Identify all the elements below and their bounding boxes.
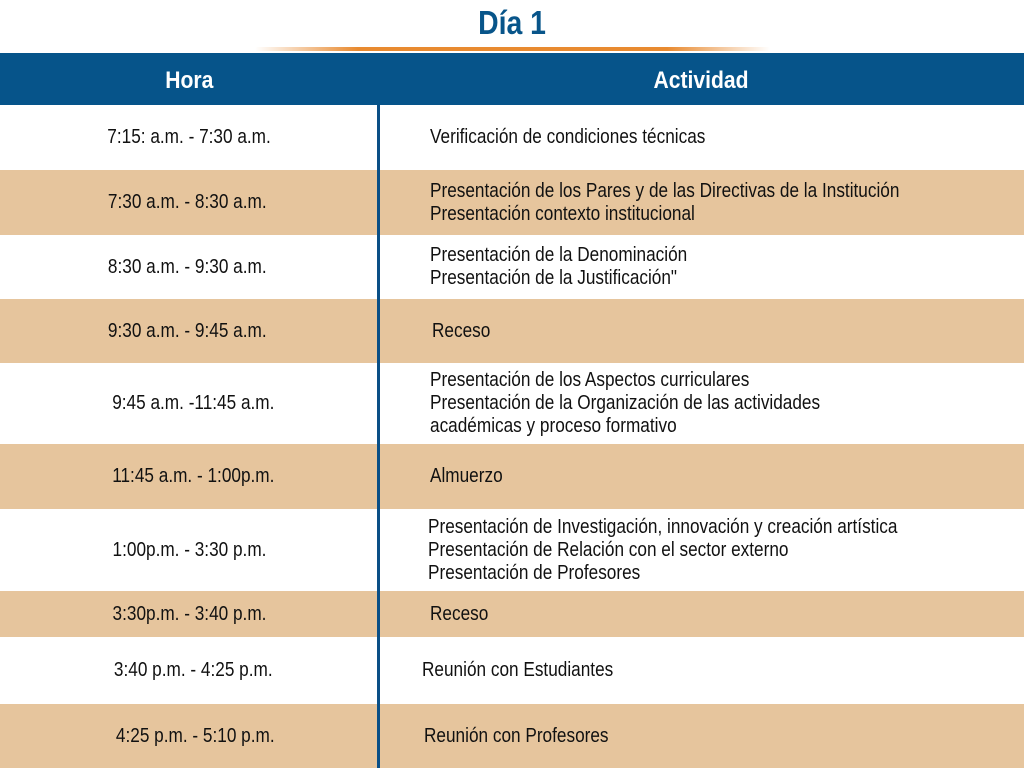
row-actividad-line: Presentación de Profesores [428,561,641,584]
row-actividad-line: Presentación contexto institucional [430,202,695,225]
row-hora-text: 1:00p.m. - 3:30 p.m. [112,538,266,561]
row-hora [0,170,376,235]
row-hora [0,509,378,591]
column-header-actividad-label: Actividad [653,67,749,94]
row-actividad [430,363,1024,444]
row-actividad [430,444,1024,509]
table-row [0,170,1024,235]
row-hora-text: 11:45 a.m. - 1:00p.m. [111,465,275,487]
row-actividad-line: Presentación de Relación con el sector externo [428,538,789,561]
page-title: Día 1 [478,4,546,41]
table-row [0,363,1024,444]
row-hora [6,704,384,768]
table-row [0,509,1024,591]
row-actividad-line: Reunión con Profesores [424,724,609,747]
row-hora [0,591,378,637]
row-hora [0,105,378,170]
row-actividad-line: Almuerzo [430,465,503,487]
row-hora [4,363,382,444]
row-hora-text: 3:30p.m. - 3:40 p.m. [112,602,266,625]
row-hora-text: 7:30 a.m. - 8:30 a.m. [107,191,267,213]
row-hora-text: 9:30 a.m. - 9:45 a.m. [107,319,267,342]
row-actividad-line: Presentación de la Organización de las actividades [430,392,821,414]
row-hora-text: 8:30 a.m. - 9:30 a.m. [107,255,267,278]
table-row [0,105,1024,170]
title-underline [255,47,770,51]
table-row [0,235,1024,299]
row-actividad [430,235,1024,299]
row-actividad [422,637,1024,704]
row-actividad-line: Presentación de la Denominación [430,244,688,266]
table-row [0,591,1024,637]
row-actividad [430,105,1024,170]
table-row [0,444,1024,509]
row-actividad-line: Receso [430,602,489,625]
row-actividad-line: académicas y proceso formativo [430,415,677,437]
row-actividad-line: Presentación de los Pares y de las Directivas de la Institución [430,179,900,202]
row-actividad [430,591,1024,637]
row-actividad [428,509,1024,591]
row-hora-text: 3:40 p.m. - 4:25 p.m. [113,659,273,681]
row-hora-text: 7:15: a.m. - 7:30 a.m. [107,126,271,148]
row-actividad-line: Reunión con Estudiantes [422,659,614,681]
row-actividad-line: Presentación de Investigación, innovación y creación artística [428,515,898,538]
table-row [0,637,1024,704]
row-hora-text: 9:45 a.m. -11:45 a.m. [111,392,275,414]
row-hora [0,299,376,363]
row-actividad-line: Receso [432,319,491,342]
column-header-actividad [378,53,1024,105]
column-divider [377,105,380,768]
table-header [0,53,1024,105]
table-row [0,704,1024,768]
row-actividad-line: Verificación de condiciones técnicas [430,126,706,148]
row-actividad [424,704,1024,768]
row-hora-text: 4:25 p.m. - 5:10 p.m. [115,724,275,747]
column-header-hora-label: Hora [164,67,214,94]
row-actividad-line: Presentación de los Aspectos curriculares [430,369,750,391]
row-actividad [430,170,1024,235]
row-actividad-line: Presentación de la Justificación" [430,267,678,289]
row-hora [4,444,382,509]
row-hora [4,637,382,704]
row-actividad [432,299,1024,363]
table-row [0,299,1024,363]
row-hora [0,235,376,299]
column-header-hora [0,53,378,105]
